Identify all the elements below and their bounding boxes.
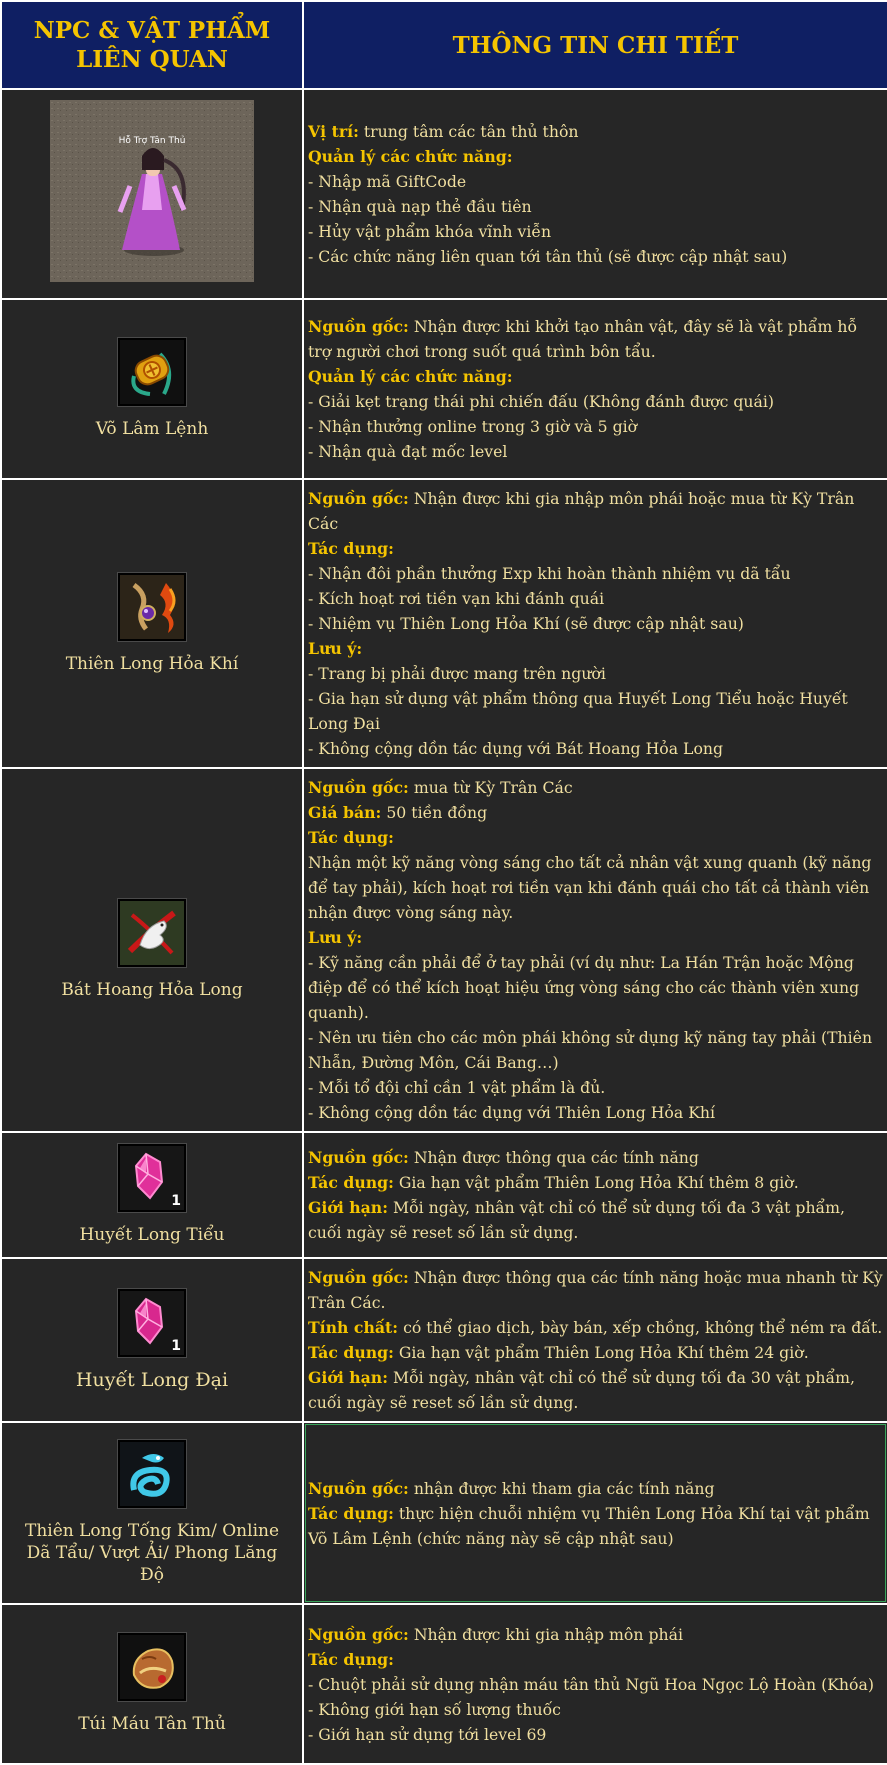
detail-label: Tác dụng: [308, 1503, 394, 1523]
details-cell [303, 89, 887, 299]
details-cell [303, 299, 887, 479]
item-name: Thiên Long Tống Kim/ Online Dã Tẩu/ Vượt Ải/ Phong Lăng Độ [24, 1521, 280, 1585]
item-cell [1, 1422, 303, 1604]
detail-text: nhận được khi tham gia các tính năng [408, 1478, 715, 1498]
table-row [1, 768, 887, 1132]
detail-line [308, 1075, 883, 1100]
detail-text: - Nhiệm vụ Thiên Long Hỏa Khí (sẽ được cập nhật sau) [308, 614, 744, 633]
detail-text: - Mỗi tổ đội chỉ cần 1 vật phẩm là đủ. [308, 1078, 606, 1097]
table-row [1, 1258, 887, 1422]
detail-line [308, 925, 883, 950]
detail-line [308, 1195, 883, 1245]
detail-line [308, 800, 883, 825]
detail-line [308, 1647, 883, 1672]
item-cell [1, 1258, 303, 1422]
detail-text: Nhận được thông qua các tính năng hoặc mua nhanh từ Kỳ Trân Các. [308, 1268, 883, 1312]
pink-crystal-large-icon [118, 1289, 186, 1357]
detail-text: Mỗi ngày, nhân vật chỉ có thể sử dụng tối đa 3 vật phẩm, cuối ngày sẽ reset số lần sử dụng. [308, 1198, 846, 1242]
item-cell [1, 479, 303, 768]
table-row [1, 1604, 887, 1764]
detail-line [308, 736, 883, 761]
detail-line [308, 661, 883, 686]
item-name: Bát Hoang Hỏa Long [61, 980, 243, 1000]
table-row [1, 89, 887, 299]
header-details: THÔNG TIN CHI TIẾT [303, 1, 887, 89]
detail-line [308, 169, 883, 194]
detail-text: - Nhận quà đạt mốc level [308, 442, 508, 461]
item-name: Thiên Long Hỏa Khí [65, 653, 239, 674]
detail-text: - Không cộng dồn tác dụng với Bát Hoang Hỏa Long [308, 739, 724, 758]
blood-bag-icon [118, 1633, 186, 1701]
detail-line [308, 825, 883, 850]
item-cell [1, 768, 303, 1132]
detail-text: - Chuột phải sử dụng nhận máu tân thủ Ngũ Hoa Ngọc Lộ Hoàn (Khóa) [308, 1674, 874, 1694]
detail-text: Gia hạn vật phẩm Thiên Long Hỏa Khí thêm 8 giờ. [393, 1173, 799, 1192]
detail-text: Nhận một kỹ năng vòng sáng cho tất cả nhân vật xung quanh (kỹ năng để tay phải), kích hoạt rơi tiền vạn khi đánh quái cho tất cả thành viên nhận được vòng sáng này. [308, 853, 872, 922]
detail-text: Mỗi ngày, nhân vật chỉ có thể sử dụng tối đa 30 vật phẩm, cuối ngày sẽ reset số lần sử dụng. [308, 1368, 856, 1412]
detail-text: - Kỹ năng cần phải để ở tay phải (ví dụ như: La Hán Trận hoặc Mộng điệp để có thể kích hoạt hiệu ứng vòng sáng cho các thành viên xung quanh). [308, 953, 860, 1022]
detail-text: mua từ Kỳ Trân Các [408, 778, 573, 797]
detail-text: - Nhận thưởng online trong 3 giờ và 5 giờ [308, 417, 638, 436]
detail-label: Tác dụng: [308, 1343, 394, 1362]
details-cell [303, 1132, 887, 1258]
detail-line [308, 950, 883, 1025]
item-cell [1, 299, 303, 479]
detail-line [308, 1025, 883, 1075]
detail-line [308, 1722, 883, 1747]
header-left-line2: LIÊN QUAN [76, 46, 228, 73]
details-cell [303, 1604, 887, 1764]
detail-text: - Không giới hạn số lượng thuốc [308, 1699, 561, 1719]
detail-label: Nguồn gốc: [308, 489, 409, 508]
item-name: Túi Máu Tân Thủ [78, 1714, 226, 1734]
detail-label: Tác dụng: [308, 828, 394, 847]
detail-text: có thể giao dịch, bày bán, xếp chồng, không thể ném ra đất. [398, 1318, 883, 1337]
npc-portrait-icon [50, 100, 254, 282]
fire-dragon-icon [118, 573, 186, 641]
detail-line [308, 611, 883, 636]
detail-label: Nguồn gốc: [308, 1624, 409, 1644]
detail-line [308, 1170, 883, 1195]
detail-line [308, 364, 883, 389]
detail-line [308, 1340, 883, 1365]
item-name: Huyết Long Tiểu [79, 1225, 225, 1245]
detail-line [308, 244, 883, 269]
detail-line [308, 1365, 883, 1415]
detail-text: Nhận được khi gia nhập môn phái hoặc mua từ Kỳ Trân Các [308, 489, 855, 533]
detail-line [308, 314, 883, 364]
detail-label: Tác dụng: [308, 1173, 394, 1192]
detail-line [308, 536, 883, 561]
detail-line [308, 686, 883, 736]
detail-line [308, 1622, 883, 1647]
detail-line [308, 1697, 883, 1722]
header-left-line1: NPC & VẬT PHẨM [33, 17, 271, 44]
detail-label: Tác dụng: [308, 539, 394, 558]
detail-text: Nhận được khi gia nhập môn phái [408, 1624, 683, 1644]
blue-dragon-icon [118, 1440, 186, 1508]
details-cell [303, 1258, 887, 1422]
detail-line [308, 1265, 883, 1315]
item-cell [1, 89, 303, 299]
detail-text: - Các chức năng liên quan tới tân thủ (sẽ được cập nhật sau) [308, 247, 788, 266]
detail-line [308, 219, 883, 244]
table-row [1, 479, 887, 768]
detail-line [308, 1501, 883, 1551]
detail-text: - Nên ưu tiên cho các môn phái không sử dụng kỹ năng tay phải (Thiên Nhẫn, Đường Môn, Cái Bang…) [308, 1028, 873, 1072]
detail-label: Giới hạn: [308, 1198, 389, 1217]
detail-line [308, 439, 883, 464]
detail-label: Quản lý các chức năng: [308, 147, 513, 166]
detail-text: - Nhận đôi phần thưởng Exp khi hoàn thành nhiệm vụ dã tẩu [308, 564, 791, 583]
detail-label: Lưu ý: [308, 928, 363, 947]
item-cell [1, 1132, 303, 1258]
detail-text: - Không cộng dồn tác dụng với Thiên Long Hỏa Khí [308, 1103, 716, 1122]
detail-label: Nguồn gốc: [308, 1478, 409, 1498]
detail-text: 50 tiền đồng [381, 803, 488, 822]
item-name: Võ Lâm Lệnh [95, 419, 209, 439]
table-row [1, 299, 887, 479]
detail-line [308, 119, 883, 144]
detail-text: thực hiện chuỗi nhiệm vụ Thiên Long Hỏa Khí tại vật phẩm Võ Lâm Lệnh (chức năng này sẽ cập nhật sau) [308, 1503, 870, 1548]
token-medallion-icon [118, 338, 186, 406]
header-npc-items [1, 1, 303, 89]
item-name: Huyết Long Đại [75, 1369, 229, 1391]
detail-text: - Kích hoạt rơi tiền vạn khi đánh quái [308, 589, 605, 608]
detail-label: Lưu ý: [308, 639, 363, 658]
detail-text: trung tâm các tân thủ thôn [358, 122, 579, 141]
detail-line [308, 389, 883, 414]
detail-label: Tác dụng: [308, 1649, 394, 1669]
quantity-badge: 1 [171, 1338, 181, 1354]
detail-text: Nhận được khi khởi tạo nhân vật, đây sẽ là vật phẩm hỗ trợ người chơi trong suốt quá trình bôn tẩu. [308, 317, 858, 361]
detail-label: Tính chất: [308, 1318, 399, 1337]
detail-line [308, 486, 883, 536]
detail-text: Nhận được thông qua các tính năng [408, 1148, 699, 1167]
details-cell [303, 479, 887, 768]
detail-line [308, 414, 883, 439]
detail-text: Gia hạn vật phẩm Thiên Long Hỏa Khí thêm 24 giờ. [393, 1343, 809, 1362]
detail-line [308, 194, 883, 219]
detail-text: - Trang bị phải được mang trên người [308, 664, 606, 683]
details-cell [303, 1422, 887, 1604]
npc-name-label: Hỗ Trợ Tân Thủ [118, 136, 186, 146]
detail-text: - Nhận quà nạp thẻ đầu tiên [308, 197, 532, 216]
detail-line [308, 1315, 883, 1340]
detail-text: - Giải kẹt trạng thái phi chiến đấu (Không đánh được quái) [308, 392, 774, 411]
detail-line [308, 586, 883, 611]
white-dragon-icon [118, 899, 186, 967]
detail-line [308, 636, 883, 661]
detail-line [308, 144, 883, 169]
detail-text: - Nhập mã GiftCode [308, 172, 467, 191]
detail-line [308, 561, 883, 586]
detail-line [308, 850, 883, 925]
details-cell [303, 768, 887, 1132]
detail-label: Vị trí: [308, 122, 359, 141]
item-cell [1, 1604, 303, 1764]
detail-line [308, 775, 883, 800]
detail-line [308, 1145, 883, 1170]
detail-text: - Giới hạn sử dụng tới level 69 [308, 1724, 547, 1744]
detail-label: Nguồn gốc: [308, 317, 409, 336]
table-row [1, 1422, 887, 1604]
detail-label: Nguồn gốc: [308, 1148, 409, 1167]
table-row [1, 1132, 887, 1258]
detail-text: - Hủy vật phẩm khóa vĩnh viễn [308, 222, 552, 241]
detail-line [308, 1100, 883, 1125]
detail-label: Nguồn gốc: [308, 778, 409, 797]
detail-label: Giới hạn: [308, 1368, 389, 1387]
detail-label: Nguồn gốc: [308, 1268, 409, 1287]
detail-text: - Gia hạn sử dụng vật phẩm thông qua Huyết Long Tiểu hoặc Huyết Long Đại [308, 689, 848, 733]
detail-label: Giá bán: [308, 803, 382, 822]
detail-label: Quản lý các chức năng: [308, 367, 513, 386]
pink-crystal-icon [118, 1144, 186, 1212]
detail-line [308, 1476, 883, 1501]
detail-line [308, 1672, 883, 1697]
quantity-badge: 1 [171, 1193, 181, 1209]
